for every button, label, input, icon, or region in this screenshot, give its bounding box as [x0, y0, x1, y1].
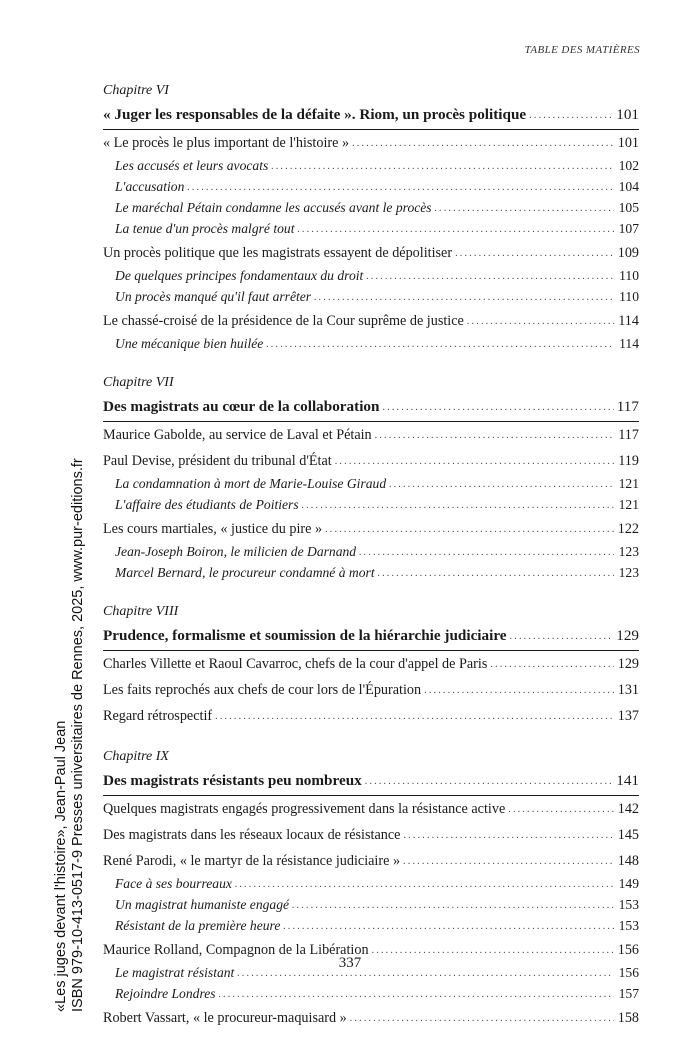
- subsection-entry[interactable]: [103, 198, 639, 219]
- leader-dots: [314, 286, 614, 307]
- chapter-block: [103, 603, 639, 729]
- subsection-entry[interactable]: [103, 563, 639, 584]
- leader-dots: [389, 473, 614, 494]
- entry-text: René Parodi, « le martyr de la résistance judiciaire »: [103, 853, 401, 869]
- subsection-entry[interactable]: [103, 984, 639, 1005]
- leader-dots: [283, 915, 614, 936]
- entry-text: Les accusés et leurs avocats: [115, 158, 269, 173]
- entry-text: La tenue d'un procès malgré tout: [115, 221, 295, 236]
- running-head: TABLE DES MATIÈRES: [524, 44, 640, 56]
- leader-dots: [435, 197, 614, 218]
- entry-text: L'accusation: [115, 179, 185, 194]
- entry-text: Rejoindre Londres: [115, 986, 216, 1001]
- leader-dots: [403, 823, 614, 847]
- entry-text: Maurice Gabolde, au service de Laval et Pétain: [103, 427, 372, 443]
- leader-dots: [325, 517, 614, 541]
- entry-page-number: 148: [617, 853, 639, 869]
- leader-dots: [335, 449, 614, 473]
- entry-text: Regard rétrospectif: [103, 708, 213, 724]
- entry-page-number: 145: [617, 827, 639, 843]
- entry-page-number: 156: [618, 965, 639, 980]
- subsection-entry[interactable]: [103, 474, 639, 495]
- chapter-label: Chapitre VII: [103, 375, 174, 390]
- entry-page-number: 131: [617, 682, 639, 698]
- entry-page-number: 107: [618, 221, 639, 236]
- entry-page-number: 105: [618, 200, 639, 215]
- leader-dots: [359, 541, 614, 562]
- leader-dots: [215, 704, 614, 728]
- entry-page-number: 141: [616, 772, 639, 789]
- entry-page-number: 102: [618, 158, 639, 173]
- leader-dots: [350, 1006, 614, 1030]
- section-entry[interactable]: [103, 310, 639, 334]
- leader-dots: [403, 849, 614, 873]
- entry-text: Prudence, formalisme et soumission de la hiérarchie judiciaire: [103, 627, 507, 644]
- leader-dots: [271, 155, 614, 176]
- side-copyright-note: [12, 272, 87, 1012]
- entry-text: Quelques magistrats engagés progressivement dans la résistance active: [103, 801, 506, 817]
- entry-page-number: 114: [619, 336, 639, 351]
- entry-page-number: 110: [619, 289, 639, 304]
- entry-page-number: 149: [618, 876, 639, 891]
- subsection-entry[interactable]: [103, 156, 639, 177]
- entry-page-number: 119: [618, 453, 639, 469]
- entry-text: Le magistrat résistant: [115, 965, 235, 980]
- entry-text: Résistant de la première heure: [115, 918, 281, 933]
- chapter-title-entry[interactable]: [103, 102, 639, 130]
- entry-page-number: 114: [618, 313, 639, 329]
- entry-text: Jean-Joseph Boiron, le milicien de Darnand: [115, 544, 357, 559]
- entry-text: Les cours martiales, « justice du pire »: [103, 521, 323, 537]
- leader-dots: [352, 131, 614, 155]
- leader-dots: [467, 309, 614, 333]
- entry-page-number: 104: [618, 179, 639, 194]
- leader-dots: [235, 873, 614, 894]
- entry-page-number: 117: [616, 398, 639, 415]
- chapter-block: [103, 82, 639, 355]
- entry-page-number: 153: [618, 897, 639, 912]
- leader-dots: [508, 797, 614, 821]
- leader-dots: [424, 678, 614, 702]
- leader-dots: [455, 241, 614, 265]
- leader-dots: [187, 176, 614, 197]
- entry-page-number: 123: [618, 565, 639, 580]
- leader-dots: [490, 652, 614, 676]
- entry-text: Marcel Bernard, le procureur condamné à mort: [115, 565, 375, 580]
- entry-text: Le maréchal Pétain condamne les accusés avant le procès: [115, 200, 432, 215]
- chapter-label: Chapitre VI: [103, 83, 169, 98]
- entry-page-number: 123: [618, 544, 639, 559]
- subsection-entry[interactable]: [103, 219, 639, 240]
- side-note-line-1: «Les juges devant l'histoire», Jean-Paul Jean: [53, 720, 69, 1012]
- entry-text: Face à ses bourreaux: [115, 876, 232, 891]
- entry-page-number: 157: [618, 986, 639, 1001]
- leader-dots: [510, 622, 614, 649]
- chapter-title-entry[interactable]: [103, 768, 639, 796]
- entry-page-number: 122: [617, 521, 639, 537]
- entry-page-number: 137: [617, 708, 639, 724]
- leader-dots: [365, 767, 613, 794]
- section-entry[interactable]: [103, 242, 639, 266]
- entry-text: Charles Villette et Raoul Cavarroc, chefs de la cour d'appel de Paris: [103, 656, 488, 672]
- entry-page-number: 142: [617, 801, 639, 817]
- subsection-entry[interactable]: [103, 177, 639, 198]
- entry-text: Maurice Rolland, Compagnon de la Libération: [103, 942, 369, 958]
- leader-dots: [266, 333, 614, 354]
- chapter-label: Chapitre IX: [103, 749, 169, 764]
- leader-dots: [297, 218, 614, 239]
- chapter-title-entry[interactable]: [103, 394, 639, 422]
- section-entry[interactable]: [103, 132, 639, 156]
- chapter-block: [103, 748, 639, 1031]
- subsection-entry[interactable]: [103, 895, 639, 916]
- section-entry[interactable]: [103, 450, 639, 474]
- subsection-entry[interactable]: [103, 495, 639, 516]
- section-entry[interactable]: [103, 798, 639, 822]
- entry-text: Robert Vassart, « le procureur-maquisard »: [103, 1010, 347, 1026]
- entry-page-number: 110: [619, 268, 639, 283]
- section-entry[interactable]: [103, 424, 639, 448]
- leader-dots: [378, 562, 614, 583]
- entry-text: Le chassé-croisé de la présidence de la Cour suprême de justice: [103, 313, 464, 329]
- section-entry[interactable]: [103, 705, 639, 729]
- chapter-label: Chapitre VIII: [103, 604, 179, 619]
- entry-text: « Juger les responsables de la défaite ». Riom, un procès politique: [103, 106, 527, 123]
- leader-dots: [302, 494, 614, 515]
- subsection-entry[interactable]: [103, 334, 639, 355]
- entry-text: Des magistrats dans les réseaux locaux de résistance: [103, 827, 401, 843]
- section-entry[interactable]: [103, 850, 639, 874]
- table-of-contents: [103, 78, 639, 1050]
- side-note-line-2: ISBN 979-10-413-0517-9 Presses universitaires de Rennes, 2025, www.pur-editions.fr: [70, 458, 86, 1012]
- leader-dots: [382, 393, 613, 420]
- entry-page-number: 153: [618, 918, 639, 933]
- entry-text: Des magistrats résistants peu nombreux: [103, 772, 362, 789]
- leader-dots: [529, 101, 613, 128]
- subsection-entry[interactable]: [103, 287, 639, 308]
- section-entry[interactable]: [103, 653, 639, 677]
- entry-page-number: 109: [617, 245, 639, 261]
- leader-dots: [375, 423, 614, 447]
- entry-text: Paul Devise, président du tribunal d'État: [103, 453, 332, 469]
- entry-page-number: 129: [616, 627, 639, 644]
- page-number: 337: [338, 955, 362, 971]
- leader-dots: [366, 265, 614, 286]
- entry-text: « Le procès le plus important de l'histoire »: [103, 135, 350, 151]
- entry-text: Une mécanique bien huilée: [115, 336, 264, 351]
- entry-page-number: 121: [618, 497, 639, 512]
- entry-page-number: 117: [618, 427, 639, 443]
- entry-page-number: 156: [617, 942, 639, 958]
- section-entry[interactable]: [103, 518, 639, 542]
- entry-text: Un procès manqué qu'il faut arrêter: [115, 289, 312, 304]
- entry-text: De quelques principes fondamentaux du droit: [115, 268, 364, 283]
- entry-text: Les faits reprochés aux chefs de cour lors de l'Épuration: [103, 682, 422, 698]
- subsection-entry[interactable]: [103, 266, 639, 287]
- entry-page-number: 101: [616, 106, 639, 123]
- chapter-block: [103, 374, 639, 584]
- section-entry[interactable]: [103, 679, 639, 703]
- chapter-title-entry[interactable]: [103, 623, 639, 651]
- subsection-entry[interactable]: [103, 916, 639, 937]
- section-entry[interactable]: [103, 824, 639, 848]
- subsection-entry[interactable]: [103, 874, 639, 895]
- leader-dots: [219, 983, 614, 1004]
- subsection-entry[interactable]: [103, 542, 639, 563]
- leader-dots: [292, 894, 614, 915]
- entry-text: La condamnation à mort de Marie-Louise Giraud: [115, 476, 387, 491]
- entry-page-number: 101: [617, 135, 639, 151]
- entry-page-number: 129: [617, 656, 639, 672]
- entry-page-number: 158: [617, 1010, 639, 1026]
- entry-text: Un magistrat humaniste engagé: [115, 897, 290, 912]
- entry-page-number: 121: [618, 476, 639, 491]
- entry-text: L'affaire des étudiants de Poitiers: [115, 497, 299, 512]
- entry-text: Un procès politique que les magistrats essayent de dépolitiser: [103, 245, 453, 261]
- section-entry[interactable]: [103, 1007, 639, 1031]
- entry-text: Des magistrats au cœur de la collaboration: [103, 398, 380, 415]
